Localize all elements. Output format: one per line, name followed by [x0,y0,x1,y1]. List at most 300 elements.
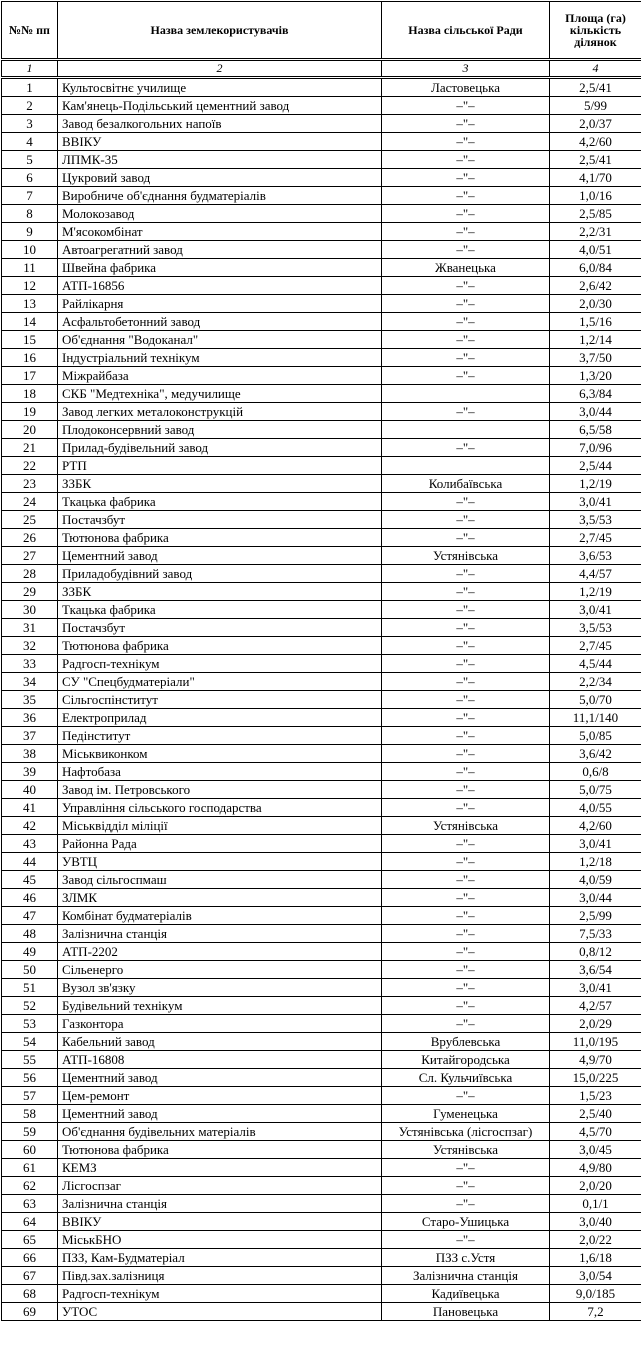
row-number: 69 [2,1303,58,1321]
table-row [2,367,641,385]
area-plots: 2,0/37 [550,115,641,133]
land-user-name: Вузол зв'язку [58,979,382,997]
area-plots: 2,5/41 [550,78,641,97]
village-council: –"– [382,493,550,511]
area-plots: 2,0/30 [550,295,641,313]
area-plots: 7,2 [550,1303,641,1321]
land-user-name: АТП-2202 [58,943,382,961]
table-row [2,1105,641,1123]
village-council: –"– [382,403,550,421]
land-user-name: Сільгоспінститут [58,691,382,709]
village-council: –"– [382,871,550,889]
village-council: Кадиївецька [382,1285,550,1303]
area-plots: 4,0/51 [550,241,641,259]
area-plots: 1,2/19 [550,475,641,493]
land-user-name: Міськвідділ міліції [58,817,382,835]
village-council: –"– [382,943,550,961]
land-user-name: АТП-16808 [58,1051,382,1069]
area-plots: 3,6/54 [550,961,641,979]
area-plots: 3,0/41 [550,979,641,997]
area-plots: 4,0/55 [550,799,641,817]
village-council: Сл. Кульчиївська [382,1069,550,1087]
land-user-name: ВВІКУ [58,133,382,151]
village-council: –"– [382,169,550,187]
table-row [2,385,641,403]
village-council: –"– [382,961,550,979]
village-council: –"– [382,763,550,781]
land-user-name: Постачзбут [58,511,382,529]
area-plots: 3,6/42 [550,745,641,763]
village-council: –"– [382,1015,550,1033]
land-user-name: Міжрайбаза [58,367,382,385]
area-plots: 2,0/20 [550,1177,641,1195]
table-row [2,78,641,97]
village-council: –"– [382,367,550,385]
land-user-name: ЗЛМК [58,889,382,907]
area-plots: 5,0/75 [550,781,641,799]
area-plots: 15,0/225 [550,1069,641,1087]
row-number: 64 [2,1213,58,1231]
row-number: 30 [2,601,58,619]
land-user-name: ЗЗБК [58,475,382,493]
land-user-name: Завод легких металоконструкцій [58,403,382,421]
land-user-name: ВВІКУ [58,1213,382,1231]
column-number: 3 [382,60,550,78]
village-council: ПЗЗ с.Устя [382,1249,550,1267]
village-council: –"– [382,295,550,313]
village-council: Китайгородська [382,1051,550,1069]
table-row [2,925,641,943]
village-council: –"– [382,1087,550,1105]
land-user-name: Цукровий завод [58,169,382,187]
land-user-name: Цем-ремонт [58,1087,382,1105]
village-council: –"– [382,907,550,925]
village-council: –"– [382,223,550,241]
village-council: –"– [382,331,550,349]
land-user-name: Педінститут [58,727,382,745]
village-council: –"– [382,691,550,709]
village-council: Врублевська [382,1033,550,1051]
land-user-name: Лісгоспзаг [58,1177,382,1195]
land-user-name: Кам'янець-Подільський цементний завод [58,97,382,115]
table-row [2,1303,641,1321]
table-row [2,727,641,745]
land-user-name: Електроприлад [58,709,382,727]
row-number: 38 [2,745,58,763]
row-number: 56 [2,1069,58,1087]
village-council: Пановецька [382,1303,550,1321]
land-user-name: Нафтобаза [58,763,382,781]
village-council: –"– [382,151,550,169]
village-council: –"– [382,889,550,907]
row-number: 45 [2,871,58,889]
village-council: –"– [382,673,550,691]
land-user-name: ПЗЗ, Кам-Будматеріал [58,1249,382,1267]
table-row [2,853,641,871]
village-council: –"– [382,979,550,997]
village-council [382,457,550,475]
row-number: 3 [2,115,58,133]
table-row [2,1141,641,1159]
land-user-name: Цементний завод [58,547,382,565]
village-council: Устянівська [382,817,550,835]
area-plots: 3,0/41 [550,835,641,853]
row-number: 29 [2,583,58,601]
area-plots: 0,6/8 [550,763,641,781]
land-user-name: Постачзбут [58,619,382,637]
village-council: –"– [382,1231,550,1249]
area-plots: 3,0/41 [550,493,641,511]
row-number: 52 [2,997,58,1015]
land-user-name: Комбінат будматеріалів [58,907,382,925]
table-row [2,259,641,277]
row-number: 15 [2,331,58,349]
table-row [2,565,641,583]
village-council: –"– [382,1195,550,1213]
village-council: –"– [382,187,550,205]
row-number: 49 [2,943,58,961]
table-row [2,583,641,601]
row-number: 31 [2,619,58,637]
land-user-name: Плодоконсервний завод [58,421,382,439]
row-number: 53 [2,1015,58,1033]
area-plots: 5,0/85 [550,727,641,745]
row-number: 37 [2,727,58,745]
row-number: 63 [2,1195,58,1213]
row-number: 48 [2,925,58,943]
land-user-name: Управління сільського господарства [58,799,382,817]
area-plots: 2,2/31 [550,223,641,241]
row-number: 4 [2,133,58,151]
land-user-name: УТОС [58,1303,382,1321]
area-plots: 2,2/34 [550,673,641,691]
land-user-name: Ткацька фабрика [58,493,382,511]
area-plots: 11,1/140 [550,709,641,727]
land-user-name: Об'єднання будівельних матеріалів [58,1123,382,1141]
row-number: 47 [2,907,58,925]
header-area-plots: Площа (га) кількість ділянок [550,2,641,60]
row-number: 57 [2,1087,58,1105]
row-number: 46 [2,889,58,907]
column-number: 1 [2,60,58,78]
header-land-user-name: Назва землекористувачів [58,2,382,60]
land-user-name: ЛПМК-35 [58,151,382,169]
land-user-name: Об'єднання "Водоканал" [58,331,382,349]
land-user-name: Залізнична станція [58,1195,382,1213]
row-number: 50 [2,961,58,979]
table-row [2,709,641,727]
row-number: 9 [2,223,58,241]
row-number: 42 [2,817,58,835]
table-row [2,601,641,619]
table-row [2,1195,641,1213]
village-council: Гуменецька [382,1105,550,1123]
table-row [2,961,641,979]
row-number: 44 [2,853,58,871]
area-plots: 4,1/70 [550,169,641,187]
village-council: –"– [382,799,550,817]
table-row [2,1123,641,1141]
area-plots: 1,2/14 [550,331,641,349]
row-number: 40 [2,781,58,799]
land-user-name: Залізнична станція [58,925,382,943]
header-village-council: Назва сільської Ради [382,2,550,60]
table-row [2,997,641,1015]
table-row [2,907,641,925]
area-plots: 3,7/50 [550,349,641,367]
land-user-name: Цементний завод [58,1069,382,1087]
table-row [2,1177,641,1195]
table-row [2,1087,641,1105]
area-plots: 6,5/58 [550,421,641,439]
village-council: –"– [382,241,550,259]
row-number: 6 [2,169,58,187]
table-row [2,133,641,151]
land-user-name: М'ясокомбінат [58,223,382,241]
village-council [382,421,550,439]
row-number: 13 [2,295,58,313]
area-plots: 3,0/40 [550,1213,641,1231]
row-number: 27 [2,547,58,565]
table-row [2,871,641,889]
area-plots: 3,0/41 [550,601,641,619]
area-plots: 6,0/84 [550,259,641,277]
village-council: –"– [382,115,550,133]
village-council: –"– [382,565,550,583]
village-council: Жванецька [382,259,550,277]
table-row [2,1267,641,1285]
area-plots: 2,5/40 [550,1105,641,1123]
village-council: Ластовецька [382,78,550,97]
land-user-name: Прилад-будівельний завод [58,439,382,457]
area-plots: 5,0/70 [550,691,641,709]
row-number: 62 [2,1177,58,1195]
land-user-name: Кабельний завод [58,1033,382,1051]
table-row [2,691,641,709]
village-council: –"– [382,511,550,529]
village-council: –"– [382,205,550,223]
land-user-name: Міськвиконком [58,745,382,763]
table-row [2,889,641,907]
table-row [2,673,641,691]
table-row [2,835,641,853]
table-body [2,78,641,1321]
village-council: –"– [382,637,550,655]
row-number: 10 [2,241,58,259]
land-user-name: Асфальтобетонний завод [58,313,382,331]
area-plots: 3,5/53 [550,511,641,529]
land-user-name: Молокозавод [58,205,382,223]
area-plots: 3,0/45 [550,1141,641,1159]
land-user-name: МіськБНО [58,1231,382,1249]
area-plots: 4,9/70 [550,1051,641,1069]
row-number: 43 [2,835,58,853]
table-row [2,97,641,115]
table-row [2,439,641,457]
row-number: 67 [2,1267,58,1285]
row-number: 58 [2,1105,58,1123]
land-user-name: Газконтора [58,1015,382,1033]
table-row [2,187,641,205]
row-number: 11 [2,259,58,277]
row-number: 23 [2,475,58,493]
table-row [2,979,641,997]
village-council: –"– [382,133,550,151]
area-plots: 1,2/18 [550,853,641,871]
area-plots: 7,0/96 [550,439,641,457]
village-council: –"– [382,745,550,763]
row-number: 7 [2,187,58,205]
area-plots: 3,0/44 [550,403,641,421]
village-council: Устянівська [382,547,550,565]
land-user-name: Райлікарня [58,295,382,313]
row-number: 35 [2,691,58,709]
row-number: 54 [2,1033,58,1051]
land-user-name: АТП-16856 [58,277,382,295]
table-header [2,2,641,78]
row-number: 61 [2,1159,58,1177]
area-plots: 4,2/60 [550,817,641,835]
row-number: 14 [2,313,58,331]
land-user-name: Півд.зах.залізниця [58,1267,382,1285]
village-council: –"– [382,439,550,457]
village-council: –"– [382,709,550,727]
land-user-name: Виробниче об'єднання будматеріалів [58,187,382,205]
row-number: 26 [2,529,58,547]
table-row [2,1051,641,1069]
table-row [2,745,641,763]
row-number: 25 [2,511,58,529]
land-user-name: Приладобудівний завод [58,565,382,583]
table-row [2,475,641,493]
village-council: –"– [382,727,550,745]
area-plots: 2,0/22 [550,1231,641,1249]
table-row [2,1285,641,1303]
land-user-name: Автоагрегатний завод [58,241,382,259]
area-plots: 2,0/29 [550,1015,641,1033]
area-plots: 2,5/41 [550,151,641,169]
table-row [2,1015,641,1033]
area-plots: 11,0/195 [550,1033,641,1051]
area-plots: 5/99 [550,97,641,115]
row-number: 34 [2,673,58,691]
table-row [2,799,641,817]
row-number: 18 [2,385,58,403]
land-user-name: Швейна фабрика [58,259,382,277]
row-number: 65 [2,1231,58,1249]
land-user-name: КЕМЗ [58,1159,382,1177]
table-row [2,817,641,835]
row-number: 66 [2,1249,58,1267]
land-user-name: ЗЗБК [58,583,382,601]
table-row [2,1069,641,1087]
area-plots: 4,2/60 [550,133,641,151]
land-user-name: Тютюнова фабрика [58,637,382,655]
land-user-name: Радгосп-технікум [58,1285,382,1303]
row-number: 68 [2,1285,58,1303]
area-plots: 2,5/44 [550,457,641,475]
village-council: –"– [382,529,550,547]
village-council: –"– [382,835,550,853]
column-number: 4 [550,60,641,78]
land-user-name: РТП [58,457,382,475]
area-plots: 4,9/80 [550,1159,641,1177]
village-council: Старо-Ушицька [382,1213,550,1231]
table-row [2,547,641,565]
area-plots: 3,6/53 [550,547,641,565]
area-plots: 4,5/70 [550,1123,641,1141]
village-council: –"– [382,277,550,295]
village-council [382,385,550,403]
row-number: 16 [2,349,58,367]
village-council: –"– [382,655,550,673]
area-plots: 1,5/16 [550,313,641,331]
table-row [2,313,641,331]
land-user-name: Тютюнова фабрика [58,1141,382,1159]
land-user-name: СУ "Спецбудматеріали" [58,673,382,691]
table-row [2,115,641,133]
area-plots: 6,3/84 [550,385,641,403]
row-number: 19 [2,403,58,421]
row-number: 39 [2,763,58,781]
table-row [2,1159,641,1177]
row-number: 22 [2,457,58,475]
village-council: –"– [382,601,550,619]
table-row [2,457,641,475]
header-number: №№ пп [2,2,58,60]
area-plots: 4,0/59 [550,871,641,889]
table-row [2,421,641,439]
village-council: –"– [382,349,550,367]
area-plots: 2,7/45 [550,529,641,547]
row-number: 20 [2,421,58,439]
table-row [2,295,641,313]
area-plots: 2,7/45 [550,637,641,655]
table-row [2,151,641,169]
land-user-name: Тютюнова фабрика [58,529,382,547]
area-plots: 2,6/42 [550,277,641,295]
row-number: 24 [2,493,58,511]
land-users-table [1,1,641,1321]
table-row [2,1249,641,1267]
row-number: 21 [2,439,58,457]
table-row [2,637,641,655]
table-row [2,223,641,241]
village-council: –"– [382,997,550,1015]
row-number: 28 [2,565,58,583]
area-plots: 1,2/19 [550,583,641,601]
column-number-row [2,60,641,78]
area-plots: 3,0/54 [550,1267,641,1285]
village-council: –"– [382,1177,550,1195]
table-row [2,1033,641,1051]
area-plots: 2,5/99 [550,907,641,925]
table-row [2,511,641,529]
land-user-name: Завод безалкогольних напоїв [58,115,382,133]
area-plots: 9,0/185 [550,1285,641,1303]
row-number: 12 [2,277,58,295]
table-row [2,205,641,223]
area-plots: 2,5/85 [550,205,641,223]
table-row [2,763,641,781]
village-council: –"– [382,97,550,115]
land-user-name: СКБ "Медтехніка", медучилище [58,385,382,403]
area-plots: 7,5/33 [550,925,641,943]
village-council: –"– [382,583,550,601]
table-row [2,1213,641,1231]
land-user-name: Сільенерго [58,961,382,979]
table-row [2,529,641,547]
